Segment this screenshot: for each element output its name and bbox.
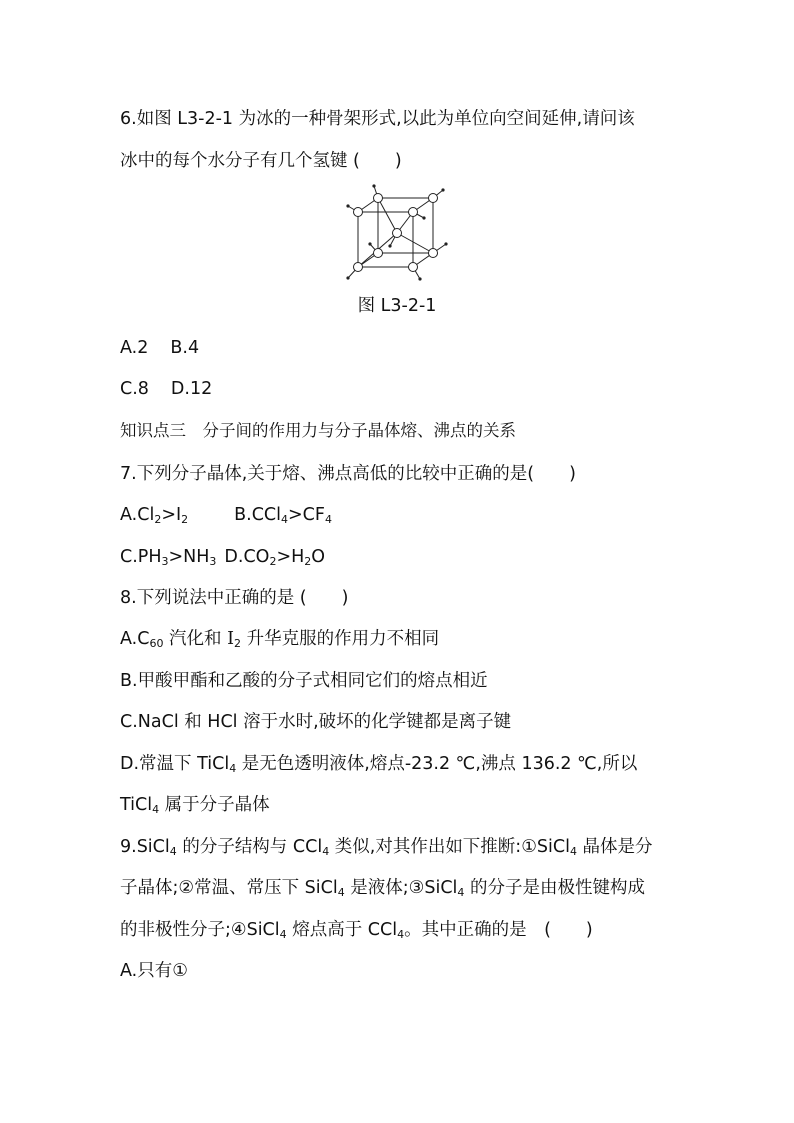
oxygen-atom	[374, 194, 383, 203]
q7-option-b: $B.CCl_4>CF_4$	[234, 505, 332, 526]
q9-stem-line1: 9.SiCl$_4$ 的分子结构与 CCl$_4$ 类似,对其作出如下推断:①SiCl$_4$ 晶体是分	[120, 837, 653, 858]
oxygen-atom	[374, 249, 383, 258]
ice-lattice-figure	[340, 178, 454, 282]
q9-stem-line2: 子晶体;②常温、常压下 SiCl$_4$ 是液体;③SiCl$_4$ 的分子是由极性键构成	[120, 878, 645, 899]
hydrogen-bond	[378, 198, 397, 233]
q9-option-a: A.只有①	[120, 961, 188, 981]
oxygen-atom-center	[393, 229, 402, 238]
cube-front-face	[358, 212, 413, 267]
q8-stem: 8.下列说法中正确的是 ( )	[120, 588, 349, 608]
oxygen-atom	[354, 263, 363, 272]
q6-option-d: D.12	[170, 379, 213, 399]
oxygen-atom	[429, 249, 438, 258]
oxygen-atom	[409, 208, 418, 217]
hydrogen-bond	[397, 233, 433, 253]
q8-option-b: B.甲酸甲酯和乙酸的分子式相同它们的熔点相近	[120, 671, 488, 691]
q6-stem-line2: 冰中的每个水分子有几个氢键 ( )	[120, 151, 402, 171]
q8-option-d: D.常温下 TiCl$_4$ 是无色透明液体,熔点-23.2 ℃,沸点 136.2 ℃,所以	[120, 754, 638, 775]
q6-option-b: B.4	[170, 338, 200, 358]
q8-option-a: $A.C_{60}$ 汽化和 $I_2$ 升华克服的作用力不相同	[120, 629, 440, 650]
q8-option-d-cont: TiCl$_4$ 属于分子晶体	[120, 795, 270, 816]
q6-option-a: A.2	[120, 338, 149, 358]
section3-title: 知识点三 分子间的作用力与分子晶体熔、沸点的关系	[120, 421, 516, 440]
q6-option-c: C.8	[120, 379, 149, 399]
q7-option-d: $D.CO_2>H_2O$	[224, 547, 326, 568]
q6-stem-line1: 6.如图 L3-2-1 为冰的一种骨架形式,以此为单位向空间延伸,请问该	[120, 109, 635, 129]
cube-back-face	[378, 198, 433, 253]
q9-stem-line3: 的非极性分子;④SiCl$_4$ 熔点高于 CCl$_4$。其中正确的是 ( )	[120, 920, 593, 941]
q7-options-row2	[120, 545, 325, 569]
oxygen-atom	[409, 263, 418, 272]
q6-options-row1	[120, 336, 199, 360]
q7-option-a: $A.Cl_2>I_2$	[120, 505, 189, 526]
q7-option-c: $C.PH_3>NH_3$	[120, 547, 217, 568]
q7-stem: 7.下列分子晶体,关于熔、沸点高低的比较中正确的是( )	[120, 464, 576, 484]
oxygen-atom	[354, 208, 363, 217]
q6-options-row2	[120, 377, 212, 401]
figure-caption: 图 L3-2-1	[357, 296, 437, 316]
q8-option-c: C.NaCl 和 HCl 溶于水时,破坏的化学键都是离子键	[120, 712, 512, 732]
q7-options-row1	[120, 503, 332, 527]
oxygen-atom	[429, 194, 438, 203]
